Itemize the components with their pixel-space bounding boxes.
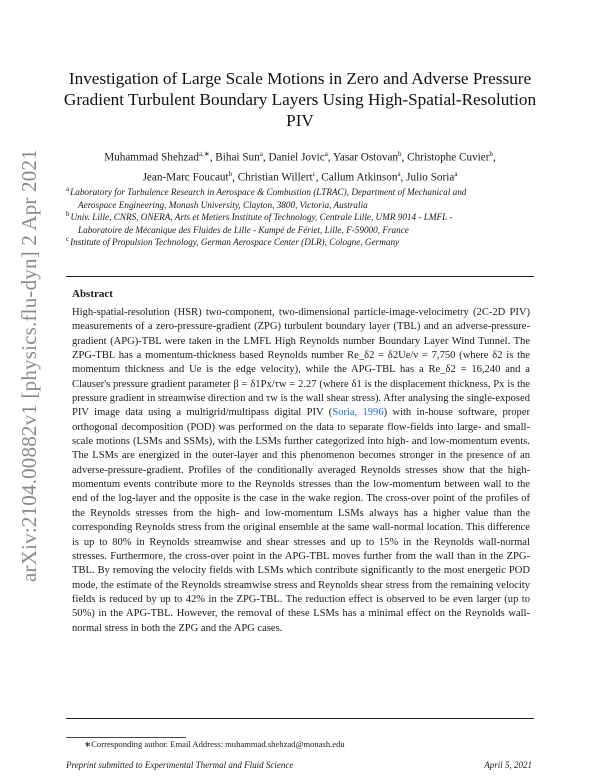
author-line-1: Muhammad Shehzad$^{a,∗}$, Bihai Sun$^a$, Daniel Jovic$^a$, Yasar Ostovan$^b$, Christophe Cuvier$^b$, <box>104 150 496 164</box>
arxiv-id: arXiv:2104.00882v1 [physics.flu-dyn] 2 Apr 2021 <box>17 149 41 582</box>
affiliation-b: $^b$Univ. Lille, CNRS, ONERA, Arts et Metiers Institute of Technology, Centrale Lille, UMR 9014 - LMFL - Laboratoire de Mécanique des Fluides de Lille - Kampé de Fériet, Lille, F-59000, France <box>66 210 453 235</box>
date: April 5, 2021 <box>484 760 532 770</box>
affiliation-c: $^c$Institute of Propulsion Technology, German Aerospace Center (DLR), Cologne, Germany <box>66 235 400 248</box>
affiliation-a: $^a$Laboratory for Turbulence Research in Aerospace & Combustion (LTRAC), Department of Mechanical and Aerospace Engineering, Monash University, Clayton, 3800, Victoria, Australia <box>66 185 467 210</box>
abstract-bottom-rule <box>66 718 534 719</box>
abstract-body: High-spatial-resolution (HSR) two-component, two-dimensional particle-image-velocimetry (2C-2D PIV) measurements of a zero-pressure-gradient (ZPG) turbulent boundary layer (TBL) and an adverse-pressure-gradient (APG)-TBL were taken in the LMFL High Reynolds number Boundary Layer Wind Tunnel. The ZPG-TBL has a momentum-thickness based Reynolds number Re_δ2 = δ2Ue/ν = 7,750 (where δ2 is the momentum thickness and Ue is the edge velocity), while the APG-TBL has a Re_δ2 = 16,240 and a Clauser's pressure gradient parameter β = δ1Px/τw = 2.27 (where δ1 is the displacement thickness, Px is the pressure gradient in streamwise direction and τw is the wall shear stress). After analysing the single-exposed PIV image data using a multigrid/multipass digital PIV (Soria, 1996) with in-house software, proper orthogonal decomposition (POD) was performed on the data to separate flow-fields into large- and small-scale motions (LSMs and SSMs), with the LSMs further categorized into high- and low-momentum events. The LSMs are energized in the outer-layer and this phenomenon becomes stronger in the presence of an adverse-pressure-gradient. Profiles of the conditionally averaged Reynolds stresses show that the high-momentum events contribute more to the Reynolds stresses than the low-momentum between wall to the end of the log-layer and the opposite is the case in the wake region. The cross-over point of the profiles of the Reynolds stresses from the high- and low-momentum LSMs always has a higher value than the corresponding Reynolds stress from the original ensemble at the same wall-normal location. This difference is up to 80% in Reynolds streamwise and shear stresses and up to 15% in the Reynolds wall-normal stresses. Furthermore, the cross-over point in the APG-TBL moves further from the wall than in the ZPG-TBL. By removing the velocity fields with LSMs which contribute significantly to the most energetic POD mode, the estimate of the Reynolds streamwise stress and Reynolds shear stress from the remaining velocity fields is reduced by up to 42% in the ZPG-TBL. The reduction effect is observed to be even larger (up to 50%) in the APG-TBL. However, the removal of these LSMs has a minimal effect on the Reynolds wall-normal stress in both the ZPG and the APG cases. <box>72 307 531 634</box>
abstract-top-rule <box>66 276 534 277</box>
citation-link[interactable]: Soria, 1996 <box>332 407 384 419</box>
preprint-note: Preprint submitted to Experimental Thermal and Fluid Science <box>66 760 294 770</box>
footnote: ∗Corresponding author. Email Address: muhammad.shehzad@monash.edu <box>84 739 345 749</box>
abstract-heading: Abstract <box>72 288 113 300</box>
author-line-2: Jean-Marc Foucaut$^b$, Christian Willert$^c$, Callum Atkinson$^a$, Julio Soria$^a$ <box>142 169 458 184</box>
paper-title: Investigation of Large Scale Motions in Zero and Adverse Pressure Gradient Turbulent Boundary Layers Using High-Spatial-Resolution PIV <box>63 69 537 130</box>
author-list <box>70 146 530 185</box>
footnote-rule <box>66 737 186 738</box>
